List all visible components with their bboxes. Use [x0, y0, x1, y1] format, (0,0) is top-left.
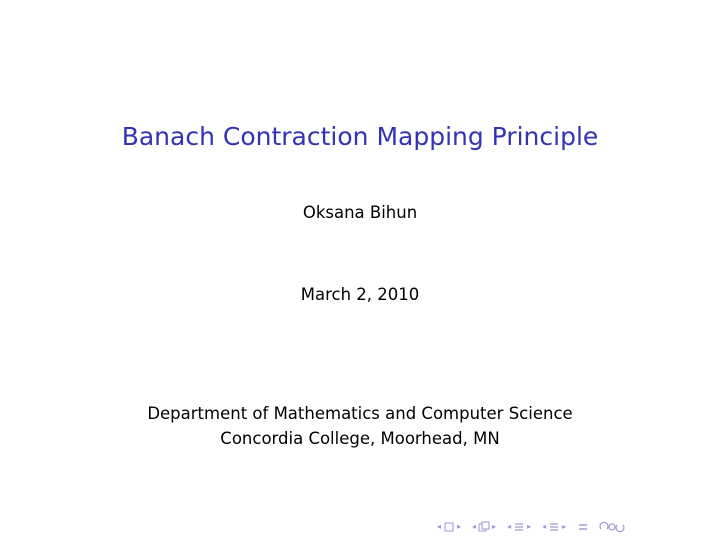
align-nav-group	[576, 521, 590, 533]
presentation-date: March 2, 2010	[300, 285, 420, 304]
search-icon[interactable]	[599, 521, 625, 533]
subsection-nav-group	[471, 521, 497, 533]
section-nav-group	[506, 521, 532, 533]
document-prev-arrow[interactable]: ◂	[542, 522, 547, 531]
frame-prev-arrow[interactable]: ◂	[437, 522, 442, 531]
section-icon[interactable]	[512, 521, 526, 533]
document-nav-group	[541, 521, 567, 533]
frame-next-arrow[interactable]: ▸	[457, 522, 462, 531]
frame-icon[interactable]	[442, 521, 456, 533]
institution-college: Concordia College, Moorhead, MN	[220, 429, 500, 448]
institution-department: Department of Mathematics and Computer Science	[147, 404, 573, 423]
section-prev-arrow[interactable]: ◂	[507, 522, 512, 531]
section-next-arrow[interactable]: ▸	[527, 522, 532, 531]
frame-nav-group	[436, 521, 462, 533]
beamer-navigation-bar	[436, 519, 625, 535]
document-next-arrow[interactable]: ▸	[562, 522, 567, 531]
subsection-icon[interactable]	[477, 521, 491, 533]
slide-title: Banach Contraction Mapping Principle	[121, 122, 599, 151]
subsection-prev-arrow[interactable]: ◂	[472, 522, 477, 531]
subsection-next-arrow[interactable]: ▸	[492, 522, 497, 531]
document-icon[interactable]	[547, 521, 561, 533]
author-name: Oksana Bihun	[302, 203, 418, 222]
search-nav-group	[599, 521, 625, 533]
align-icon[interactable]	[576, 521, 590, 533]
